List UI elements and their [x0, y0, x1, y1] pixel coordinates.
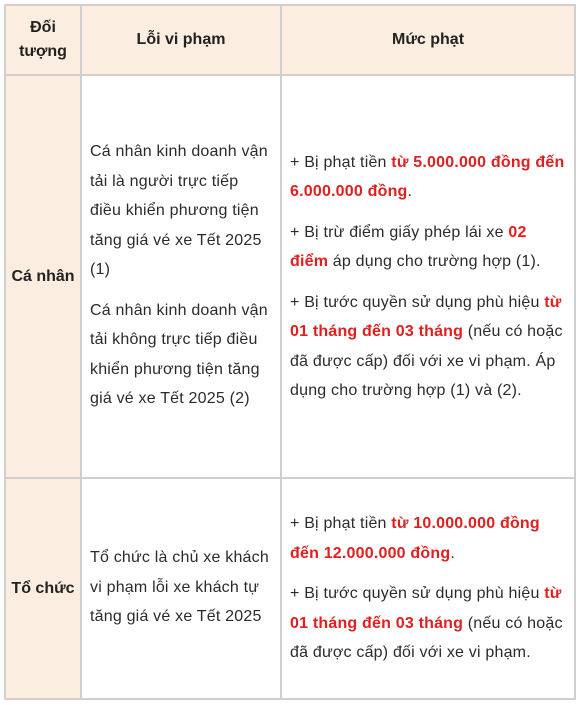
- violation-text: Cá nhân kinh doanh vận tải không trực tiếp điều khiển phương tiện tăng giá vé xe Tết 2025 (2): [90, 301, 268, 408]
- penalty-cell: [281, 75, 575, 478]
- penalty-table: [4, 4, 576, 700]
- penalty-suffix: áp dụng cho trường hợp (1).: [328, 253, 541, 270]
- penalty-suffix: .: [450, 544, 455, 562]
- table-row-individual: [5, 75, 575, 478]
- penalty-highlight: 02 điểm: [290, 223, 527, 270]
- penalty-item: [290, 218, 566, 277]
- subject-cell: Cá nhân: [5, 75, 81, 478]
- penalty-highlight: từ 01 tháng đến 03 tháng: [290, 293, 562, 340]
- table-row-organization: [5, 478, 575, 699]
- penalty-highlight: từ 01 tháng đến 03 tháng: [290, 585, 562, 632]
- penalty-highlight: từ 5.000.000 đồng đến 6.000.000 đồng: [290, 153, 565, 200]
- penalty-cell: [281, 478, 575, 699]
- penalty-suffix: (nếu có hoặc đã được cấp) đối với xe vi phạm. Áp dụng cho trường hợp (1) và (2).: [290, 323, 563, 399]
- violation-text: Tổ chức là chủ xe khách vi phạm lỗi xe khách tự tăng giá vé xe Tết 2025: [90, 549, 269, 626]
- penalty-highlight: từ 10.000.000 đồng đến 12.000.000 đồng: [290, 515, 540, 562]
- penalty-item: [290, 148, 566, 207]
- penalty-suffix: (nếu có hoặc đã được cấp) đối với xe vi phạm.: [290, 614, 563, 662]
- header-row: [5, 5, 575, 75]
- penalty-prefix: + Bị trừ điểm giấy phép lái xe: [290, 223, 509, 241]
- header-subject: Đối tượng: [5, 5, 81, 75]
- violation-text: Cá nhân kinh doanh vận tải là người trực tiếp điều khiển phương tiện tăng giá vé xe Tết 2025 (1): [90, 143, 268, 279]
- penalty-prefix: + Bị tước quyền sử dụng phù hiệu: [290, 293, 545, 311]
- penalty-suffix: .: [407, 183, 413, 200]
- penalty-item: [290, 509, 566, 568]
- penalty-item: [290, 579, 566, 668]
- header-violation: Lỗi vi phạm: [81, 5, 281, 75]
- penalty-item: [290, 288, 566, 406]
- penalty-prefix: + Bị phạt tiền: [290, 515, 392, 533]
- header-penalty: Mức phạt: [281, 5, 575, 75]
- penalty-prefix: + Bị tước quyền sử dụng phù hiệu: [290, 585, 545, 603]
- subject-cell: Tổ chức: [5, 478, 81, 699]
- penalty-prefix: + Bị phạt tiền: [290, 153, 392, 171]
- violation-cell: [81, 478, 281, 699]
- violation-cell: [81, 75, 281, 478]
